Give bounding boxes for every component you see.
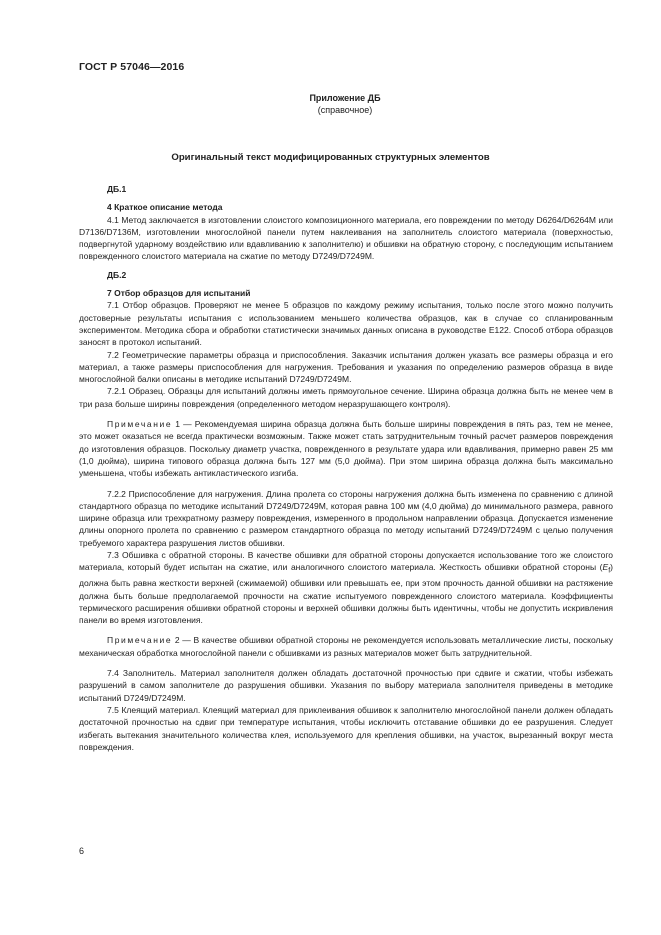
paragraph-7-3 bbox=[79, 549, 613, 626]
paragraph-4-1: 4.1 Метод заключается в изготовлении слоистого композиционного материала, его повреждении по методу D6264/D6264M или D7136/D7136M, изготовлении многослойной панели путем наклеивания на заполнитель слоистого материала (поверхностью, подвергнутой ударному воздействию или вдавливанию к заполнителю) и обшивки на обратную сторону, с последующим испытанием поврежденного слоистого материала на сжатие по методу D7249/D7249M. bbox=[79, 214, 613, 262]
note-2-label: Примечание bbox=[107, 635, 173, 646]
note-2 bbox=[79, 634, 613, 659]
annex-heading bbox=[0, 92, 661, 116]
section-code-db2: ДБ.2 bbox=[107, 269, 127, 280]
paragraph-7-2-1: 7.2.1 Образец. Образцы для испытаний должны иметь прямоугольное сечение. Ширина образца должна быть не менее чем в три раза больше ширины повреждения (определенного методом неразрушающего контроля). bbox=[79, 386, 613, 409]
paragraph-7-4: 7.4 Заполнитель. Материал заполнителя должен обладать достаточной прочностью при сдвиге и сжатии, чтобы избежать разрушений в самом заполнителе до разрушения обшивки. Указания по выбору материала заполнителя приведены в методике испытаний D7249/D7249M. bbox=[79, 668, 613, 703]
paragraph-7-5: 7.5 Клеящий материал. Клеящий материал для приклеивания обшивок к заполнителю многослойной панели должен обладать достаточной прочностью на сдвиг при температуре испытания, чтобы исключить отставание обшивки до ее разрушения. Следует избегать вытекания значительного количества клея, используемого для крепления обшивки, на участок, вырезанный вокруг места повреждения. bbox=[79, 704, 613, 752]
paragraph-7-3-part-b: ) должна быть равна жесткости верхней (сжимаемой) обшивки или превышать ее, при этом прочность данной обшивки на растяжение должна быть больше предполагаемой прочности на сжатие испытуемого поврежденного слоистого материала. Коэффициенты термического расширения обшивки обратной стороны и верхней обшивки должны быть идентичны, чтобы не допустить искривления панели во время изготовления. bbox=[79, 562, 613, 626]
annex-subtitle: (справочное) bbox=[317, 105, 373, 115]
section-heading-7: 7 Отбор образцов для испытаний bbox=[107, 288, 251, 299]
note-1 bbox=[79, 418, 613, 479]
note-1-label: Примечание bbox=[107, 419, 173, 430]
paragraph-7-3-part-a: 7.3 Обшивка с обратной стороны. В качестве обшивки для обратной стороны допускается использование того же слоистого материала, который будет испытан на сжатие, или аналогичного слоистого материала. Жесткость обшивки обратной стороны ( bbox=[79, 550, 613, 573]
paragraph-7-2: 7.2 Геометрические параметры образца и приспособления. Заказчик испытания должен указать все размеры образца и его материал, а также размеры приспособления для нагружения. Требования и указания по определению размеров образца в виде многослойной балки описаны в методике испытаний D7249/D7249M. bbox=[79, 349, 613, 385]
section-heading-4: 4 Краткое описание метода bbox=[107, 202, 223, 213]
note-2-text: 2 — В качестве обшивки обратной стороны не рекомендуется использовать металлические листы, поскольку механическая обработка многослойной панели с обшивками из разных материалов может быть затруднительной. bbox=[79, 635, 613, 658]
page-number: 6 bbox=[79, 846, 85, 856]
document-body bbox=[79, 183, 613, 753]
paragraph-7-1: 7.1 Отбор образцов. Проверяют не менее 5 образцов по каждому режиму испытания, только после этого можно получить достоверные результаты испытания с использованием меньшего количества образцов, как в случае со спланированным экспериментом. Методика сбора и обработки статистически значимых данных описана в руководстве E122. Способ отбора образцов заносят в протокол испытаний. bbox=[79, 300, 613, 348]
section-code-db1: ДБ.1 bbox=[107, 184, 127, 194]
standard-header: ГОСТ Р 57046—2016 bbox=[79, 61, 185, 73]
annex-title: Приложение ДБ bbox=[309, 93, 381, 103]
note-1-text: 1 — Рекомендуемая ширина образца должна быть больше ширины повреждения в пять раз, тем не менее, это может оказаться не всегда практически возможным. Также может стать затруднительным точный расчет размеров повреждения до изготовления образцов. Поскольку диаметр участка, поврежденного в результате удара или вдавливания, примерно равен 25 мм (1,0 дюйма), ширина типового образца должна быть 127 мм (5,0 дюйма). При этом ширина образца должна быть максимально уменьшена, чтобы избежать антикластического изгиба. bbox=[79, 419, 613, 479]
stiffness-subscript: f bbox=[608, 567, 611, 575]
paragraph-7-2-2: 7.2.2 Приспособление для нагружения. Длина пролета со стороны нагружения должна быть изменена по сравнению с длиной стандартного образца по методике испытаний D7249/D7249M, которая равна 100 мм (4,0 дюйма) до минимального размера, равного ширине образца или трехкратному размеру повреждения, измеренного в продольном направлении образца. Допускается изменение длины опорного пролета по сравнению с размером стандартного образца по методу испытаний D7249/D7249M с целью получения требуемого характера разрушения листов обшивки. bbox=[79, 488, 613, 548]
stiffness-symbol: E bbox=[602, 562, 609, 573]
document-title: Оригинальный текст модифицированных структурных элементов bbox=[171, 152, 490, 163]
